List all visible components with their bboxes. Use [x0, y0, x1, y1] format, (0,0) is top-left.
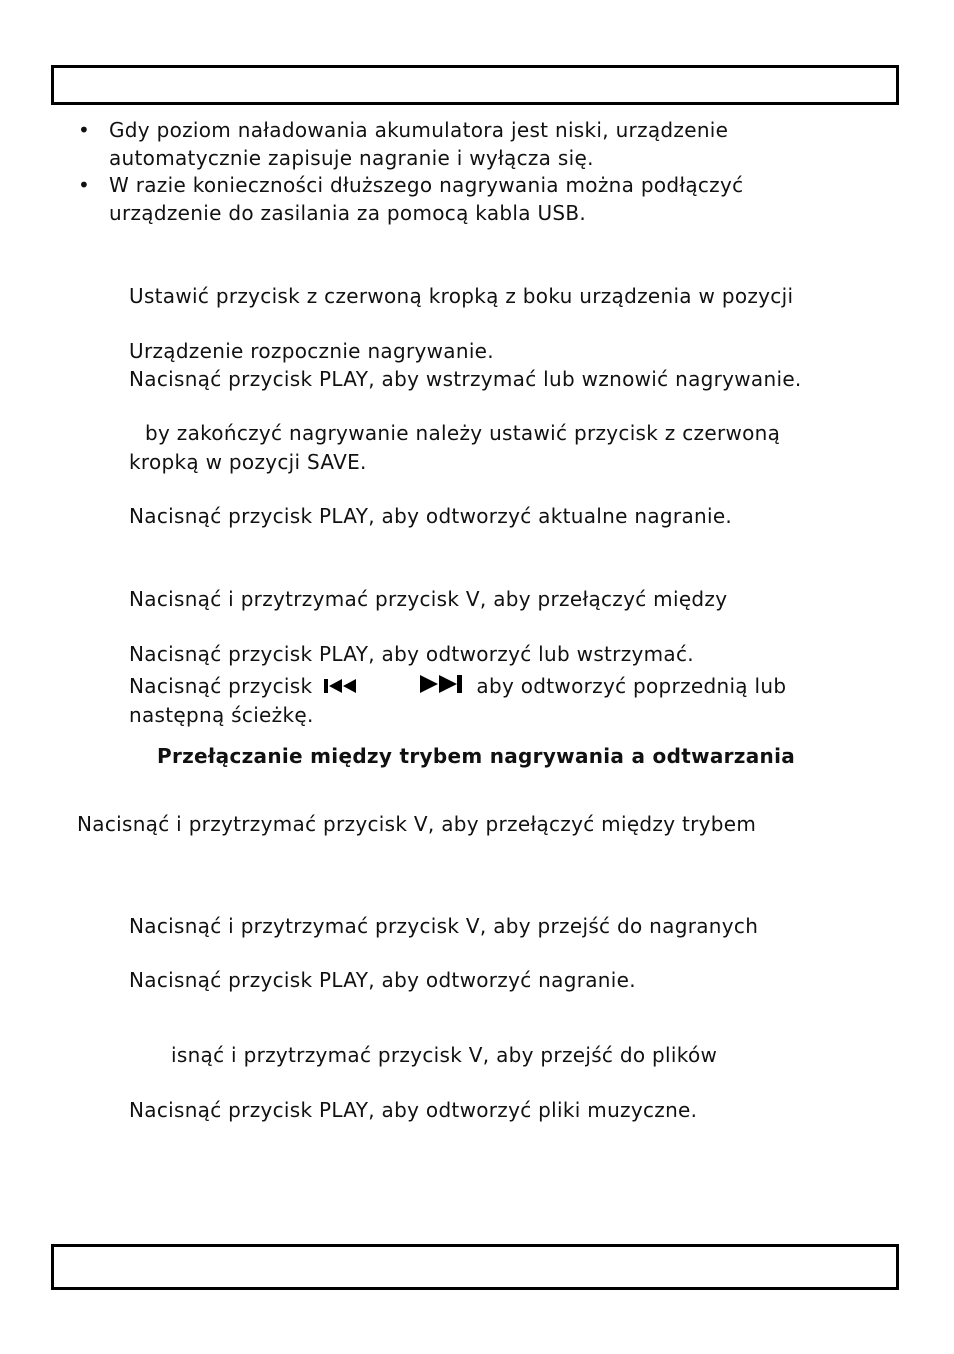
- playback-step-text: Nacisnąć przycisk: [129, 674, 313, 698]
- playback-step: Nacisnąć przycisk PLAY, aby odtworzyć lub wstrzymać.: [129, 642, 694, 666]
- recording-step: Urządzenie rozpocznie nagrywanie.: [129, 339, 494, 363]
- recordings-step: Nacisnąć przycisk PLAY, aby odtworzyć nagranie.: [129, 968, 636, 992]
- bullet-text-line: W razie konieczności dłuższego nagrywania można podłączyć: [109, 173, 744, 197]
- header-box: [51, 65, 899, 105]
- bullet-text-line: Gdy poziom naładowania akumulatora jest niski, urządzenie: [109, 118, 729, 142]
- recording-step: by zakończyć nagrywanie należy ustawić przycisk z czerwoną: [145, 421, 781, 445]
- playback-step-text: aby odtworzyć poprzednią lub: [476, 674, 787, 698]
- recording-step: Nacisnąć przycisk PLAY, aby wstrzymać lub wznowić nagrywanie.: [129, 367, 802, 391]
- recordings-step: Nacisnąć i przytrzymać przycisk V, aby przejść do nagranych: [129, 914, 759, 938]
- section-heading: Przełączanie między trybem nagrywania a odtwarzania: [157, 744, 796, 768]
- recording-step: Ustawić przycisk z czerwoną kropką z boku urządzenia w pozycji: [129, 284, 794, 308]
- bullet-text-line: automatycznie zapisuje nagranie i wyłącza się.: [109, 146, 594, 170]
- recording-step: kropką w pozycji SAVE.: [129, 450, 367, 474]
- music-step: Nacisnąć przycisk PLAY, aby odtworzyć pliki muzyczne.: [129, 1098, 698, 1122]
- mode-switch-text: Nacisnąć i przytrzymać przycisk V, aby przełączyć między trybem: [77, 812, 757, 836]
- previous-track-icon: [323, 674, 359, 702]
- playback-step: Nacisnąć i przytrzymać przycisk V, aby przełączyć między: [129, 587, 728, 611]
- bullet-text-line: urządzenie do zasilania za pomocą kabla USB.: [109, 201, 587, 225]
- next-track-icon: [418, 673, 464, 702]
- bullet-marker: •: [78, 118, 90, 142]
- bullet-marker: •: [78, 173, 90, 197]
- footer-box: [51, 1244, 899, 1290]
- playback-step: następną ścieżkę.: [129, 703, 314, 727]
- playback-step-track: [129, 672, 786, 702]
- music-step: isnąć i przytrzymać przycisk V, aby przejść do plików: [171, 1043, 718, 1067]
- recording-step: Nacisnąć przycisk PLAY, aby odtworzyć aktualne nagranie.: [129, 504, 733, 528]
